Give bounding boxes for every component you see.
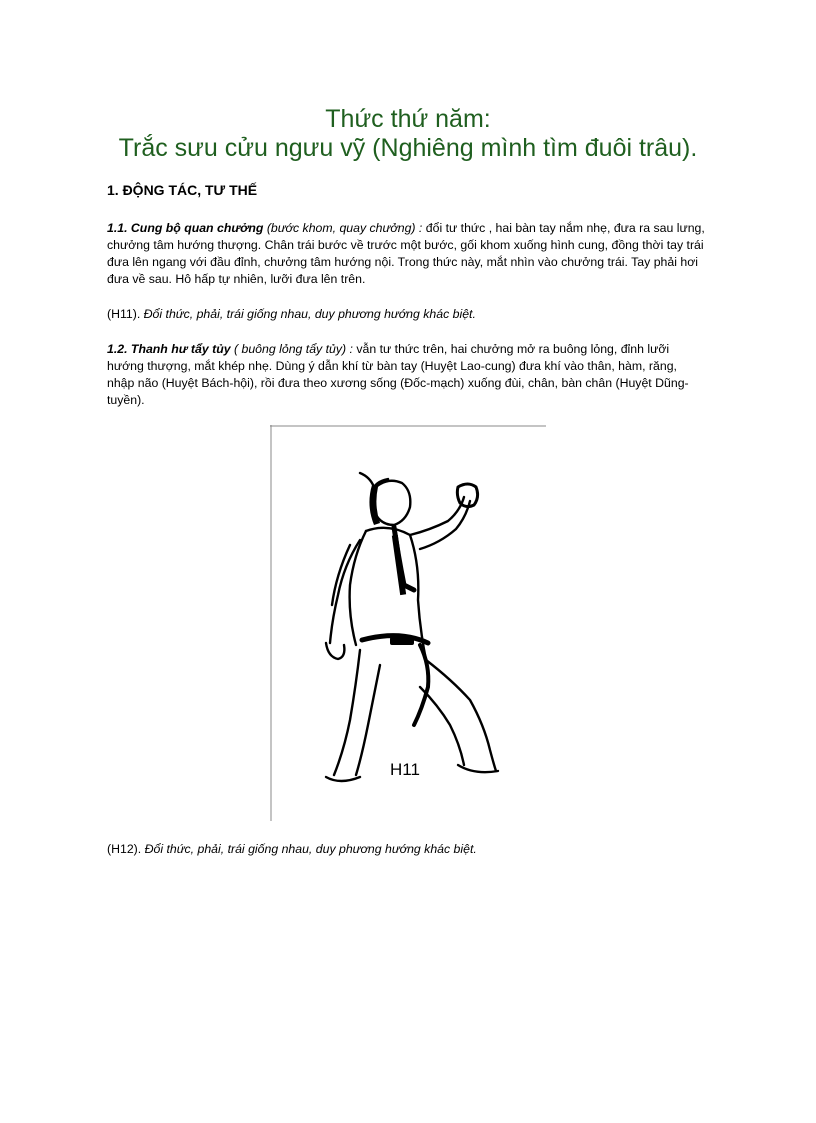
figure-illustration xyxy=(270,425,546,821)
note-prefix: (H11). xyxy=(107,307,144,321)
title-line-1: Thức thứ năm: xyxy=(325,105,491,133)
title-line-2: Trắc sưu cửu ngưu vỹ (Nghiêng mình tìm đuôi trâu). xyxy=(118,134,698,162)
figure-label: H11 xyxy=(390,760,420,779)
paragraph-1-1 xyxy=(107,220,707,288)
section-heading: 1. ĐỘNG TÁC, TƯ THẾ xyxy=(107,182,258,198)
item-label: 1.1. Cung bộ quan chưởng xyxy=(107,221,264,235)
item-subtitle: ( buông lỏng tẩy tủy) : xyxy=(230,342,353,356)
item-text: vẫn tư thức trên, hai chưởng mở ra buông lỏng, đỉnh lưỡi hướng thượng, mắt khép nhẹ. Dùng ý dẫn khí từ bàn tay (Huyệt Lao-cung) đưa khí vào thân, hàm, răng, nhập não (Huyệt Bách-hội), rồi đưa theo xương sống (Đốc-mạch) xuống đùi, chân, bàn chân (Huyệt Dũng-tuyền). xyxy=(107,342,689,407)
note-prefix: (H12). xyxy=(107,842,145,856)
note-h11 xyxy=(107,306,707,323)
note-text: Đổi thức, phải, trái giống nhau, duy phương hướng khác biệt. xyxy=(143,307,476,321)
item-label: 1.2. Thanh hư tẩy tủy xyxy=(107,342,231,356)
figure-h11 xyxy=(270,425,546,821)
item-text: đổi tư thức , hai bàn tay nắm nhẹ, đưa ra sau lưng, chưởng tâm hướng thượng. Chân trái bước về trước một bước, gối khom xuống hình cung, đồng thời tay trái đưa lên ngang với đầu đỉnh, chưởng tâm hướng nội. Trong thức này, mắt nhìn vào chưởng trái. Tay phải hơi đưa về sau. Hô hấp tự nhiên, lưỡi đưa lên trên. xyxy=(107,221,705,286)
note-text: Đổi thức, phải, trái giống nhau, duy phương hướng khác biệt. xyxy=(144,842,477,856)
paragraph-1-2 xyxy=(107,341,707,409)
note-h12 xyxy=(107,841,707,858)
item-subtitle: (bước khom, quay chưởng) : xyxy=(263,221,423,235)
